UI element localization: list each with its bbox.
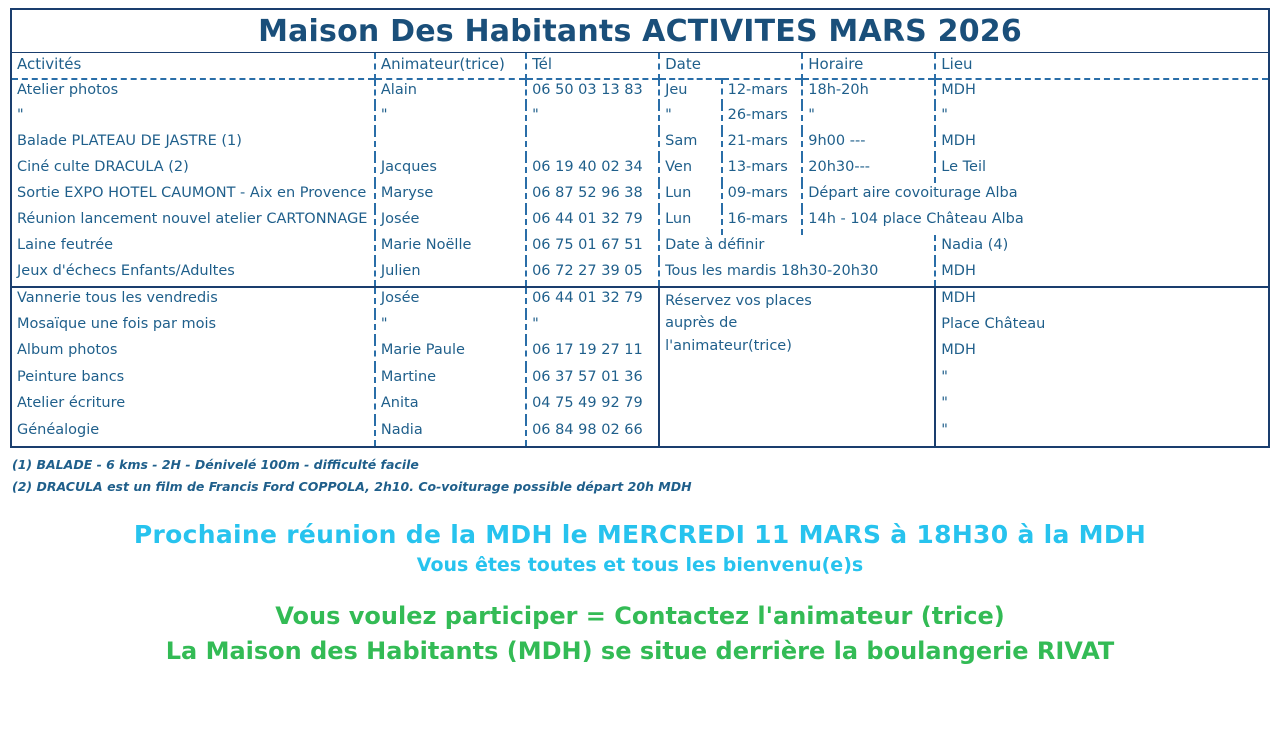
cell-tel: "	[526, 105, 659, 131]
cell-tel: 04 75 49 92 79	[526, 393, 659, 420]
cell-date: 12-mars	[722, 79, 803, 105]
cell-animateur: "	[375, 314, 526, 341]
table-body-ongoing	[12, 287, 1268, 446]
header-horaire: Horaire	[802, 53, 935, 79]
activities-table-wrapper	[10, 52, 1270, 448]
cell-horaire: 18h-20h	[802, 79, 935, 105]
table-body-scheduled	[12, 79, 1268, 287]
cell-lieu: Place Château	[935, 314, 1268, 341]
cell-lieu: "	[935, 393, 1268, 420]
cell-activite: Peinture bancs	[17, 368, 125, 385]
table-row	[12, 367, 1268, 394]
header-animateur: Animateur(trice)	[375, 53, 526, 79]
cell-activite: Jeux d'échecs Enfants/Adultes	[17, 263, 235, 279]
cell-activite: Vannerie tous les vendredis	[12, 287, 375, 314]
reservation-line-1: Réservez vos places	[665, 293, 812, 309]
cell-lieu: "	[935, 420, 1268, 447]
table-row	[12, 340, 1268, 367]
cell-animateur: Anita	[375, 393, 526, 420]
cell-lieu: Le Teil	[935, 157, 1268, 183]
cell-activite: Généalogie	[17, 421, 100, 438]
cell-activite: Laine feutrée	[17, 237, 114, 253]
bottom-messages	[0, 520, 1280, 665]
cell-animateur: Nadia	[375, 420, 526, 447]
cell-lieu: "	[935, 105, 1268, 131]
cell-date-merged: Date à définir	[659, 235, 935, 261]
cell-lieu: MDH	[935, 131, 1268, 157]
cell-activite: Sortie EXPO HOTEL CAUMONT - Aix en Provence	[17, 185, 367, 201]
reservation-line-2: auprès de	[665, 315, 738, 332]
table-row	[12, 131, 1268, 157]
table-row	[12, 420, 1268, 447]
reservation-line-3: l'animateur(trice)	[665, 337, 792, 354]
cell-activite: Réunion lancement nouvel atelier CARTONNAGE	[17, 211, 368, 227]
cell-tel: 06 72 27 39 05	[526, 261, 659, 287]
cell-date: 21-mars	[722, 131, 803, 157]
cell-animateur	[375, 131, 526, 157]
cell-date: 13-mars	[722, 157, 803, 183]
cell-date: 16-mars	[722, 209, 803, 235]
cell-tel: "	[526, 314, 659, 341]
cell-date-merged: Tous les mardis 18h30-20h30	[659, 261, 935, 287]
table-head	[12, 53, 1268, 79]
table-row	[12, 261, 1268, 287]
cell-jour: "	[659, 105, 721, 131]
cell-date: 09-mars	[722, 183, 803, 209]
table-row	[12, 393, 1268, 420]
cell-date: 26-mars	[722, 105, 803, 131]
cell-horaire: "	[802, 105, 935, 131]
footnote-2: (2) DRACULA est un film de Francis Ford COPPOLA, 2h10. Co-voiturage possible départ 20h MDH	[12, 478, 692, 494]
cell-animateur: Alain	[375, 79, 526, 105]
footnotes	[12, 454, 1268, 498]
cell-tel: 06 44 01 32 79	[526, 209, 659, 235]
cell-tel: 06 19 40 02 34	[526, 157, 659, 183]
table-row	[12, 79, 1268, 105]
cell-lieu: MDH	[935, 79, 1268, 105]
cell-jour: Lun	[659, 183, 721, 209]
cell-animateur: Josée	[375, 287, 526, 314]
cell-lieu: MDH	[935, 340, 1268, 367]
cell-animateur: Josée	[375, 209, 526, 235]
cell-animateur: Julien	[375, 261, 526, 287]
cell-tel: 06 75 01 67 51	[526, 235, 659, 261]
cell-tel: 06 37 57 01 36	[526, 367, 659, 394]
table-row	[12, 209, 1268, 235]
location-message: La Maison des Habitants (MDH) se situe derrière la boulangerie RIVAT	[165, 636, 1115, 665]
cell-lieu: MDH	[935, 287, 1268, 314]
cell-tel: 06 50 03 13 83	[526, 79, 659, 105]
cell-horaire-lieu: 14h - 104 place Château Alba	[802, 209, 1268, 235]
cell-tel: 06 87 52 96 38	[526, 183, 659, 209]
cell-lieu: Nadia (4)	[935, 235, 1268, 261]
cell-animateur: Maryse	[375, 183, 526, 209]
cell-activite: Ciné culte DRACULA (2)	[17, 159, 189, 175]
table-header-row	[12, 53, 1268, 79]
cell-tel: 06 44 01 32 79	[526, 287, 659, 314]
cell-horaire: 20h30---	[802, 157, 935, 183]
cell-activite: Mosaïque une fois par mois	[17, 315, 217, 332]
cell-animateur: "	[375, 105, 526, 131]
cell-animateur: Martine	[375, 367, 526, 394]
cell-tel: 06 17 19 27 11	[526, 340, 659, 367]
cell-activite: Atelier écriture	[17, 395, 126, 411]
cell-tel	[526, 131, 659, 157]
page-title: Maison Des Habitants ACTIVITES MARS 2026	[258, 13, 1022, 49]
cell-animateur: Marie Noëlle	[375, 235, 526, 261]
flyer-page	[0, 8, 1280, 744]
title-box	[10, 8, 1270, 52]
cell-animateur: Marie Paule	[375, 340, 526, 367]
cell-jour: Ven	[659, 157, 721, 183]
welcome-message: Vous êtes toutes et tous les bienvenu(e)s	[416, 553, 864, 576]
reservation-note	[659, 287, 935, 446]
cell-lieu: MDH	[935, 261, 1268, 287]
cell-activite: Album photos	[17, 342, 118, 358]
table-row	[12, 183, 1268, 209]
cell-horaire-lieu: Départ aire covoiturage Alba	[802, 183, 1268, 209]
next-meeting-message: Prochaine réunion de la MDH le MERCREDI 11 MARS à 18H30 à la MDH	[133, 519, 1147, 549]
header-tel: Tél	[526, 53, 659, 79]
table-row	[12, 287, 1268, 314]
table-row	[12, 314, 1268, 341]
table-row	[12, 157, 1268, 183]
activities-table	[12, 53, 1268, 446]
cell-activite: "	[17, 107, 24, 123]
header-activites: Activités	[17, 55, 82, 73]
table-row	[12, 235, 1268, 261]
participate-message: Vous voulez participer = Contactez l'animateur (trice)	[275, 601, 1005, 630]
cell-jour: Jeu	[659, 79, 721, 105]
cell-tel: 06 84 98 02 66	[526, 420, 659, 447]
footnote-1: (1) BALADE - 6 kms - 2H - Dénivelé 100m - difficulté facile	[12, 457, 419, 472]
cell-activite: Balade PLATEAU DE JASTRE (1)	[17, 133, 242, 149]
table-row	[12, 105, 1268, 131]
cell-jour: Lun	[659, 209, 721, 235]
cell-animateur: Jacques	[375, 157, 526, 183]
cell-activite: Atelier photos	[17, 82, 119, 98]
cell-horaire: 9h00 ---	[802, 131, 935, 157]
cell-jour: Sam	[659, 131, 721, 157]
cell-lieu: "	[935, 367, 1268, 394]
header-lieu: Lieu	[935, 53, 1268, 79]
header-date: Date	[659, 53, 802, 79]
